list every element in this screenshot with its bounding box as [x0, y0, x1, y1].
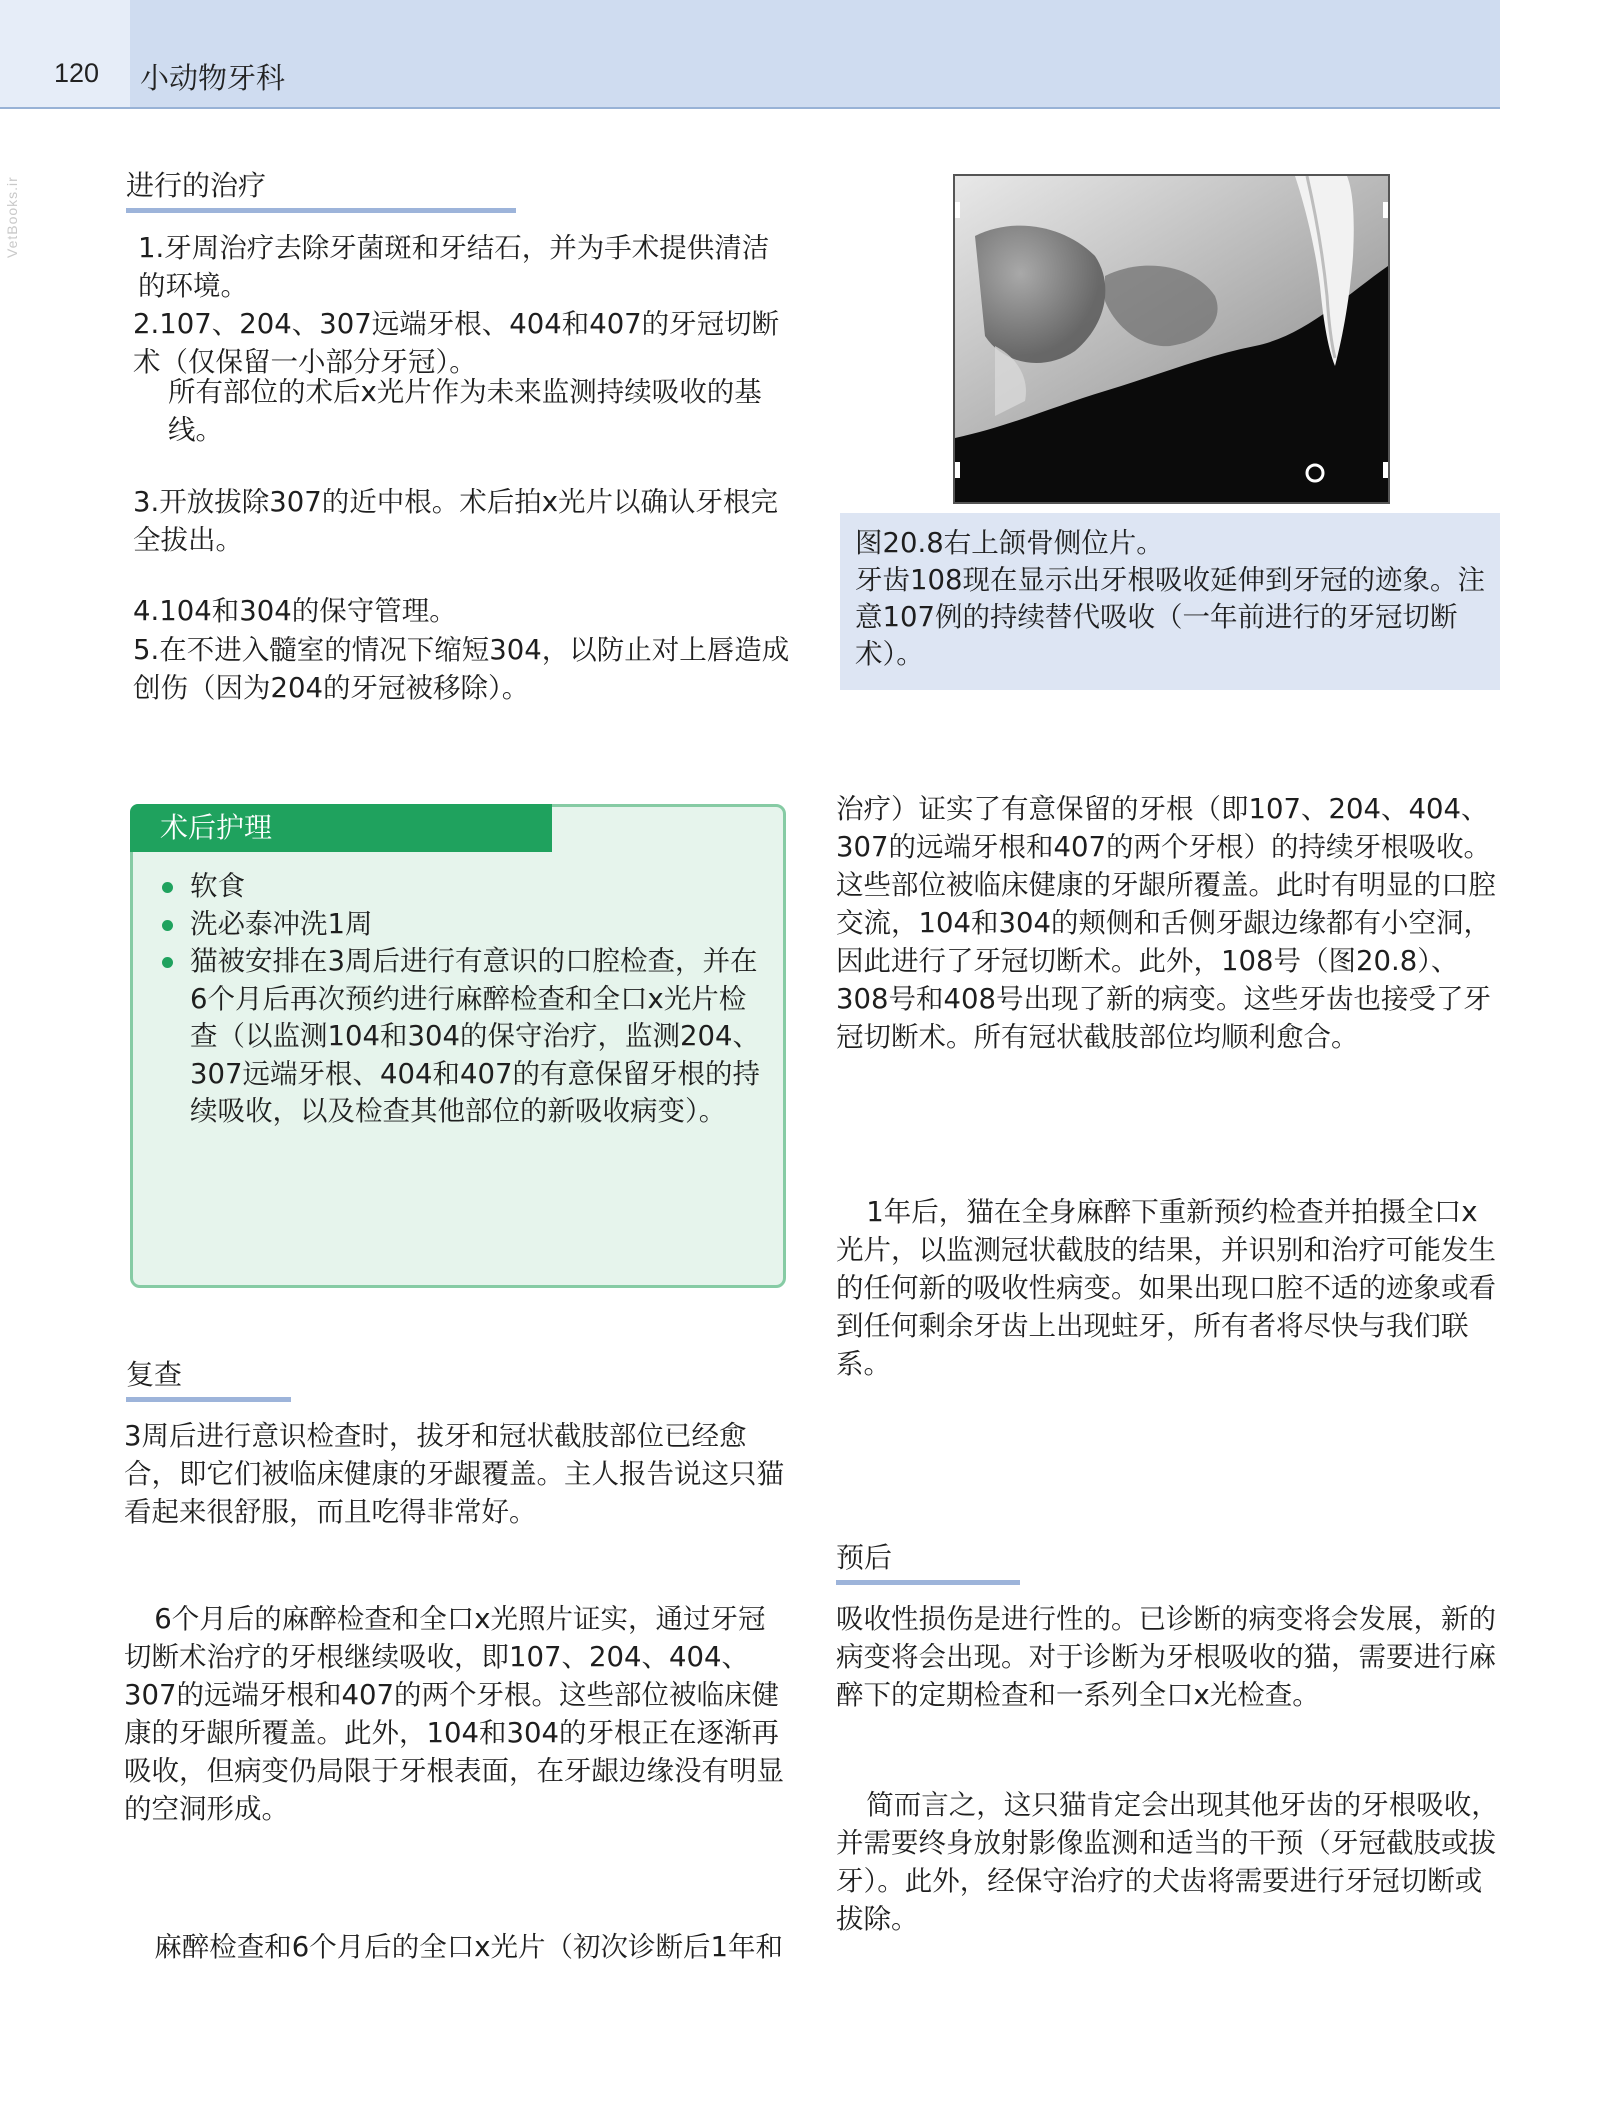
- treatment-item-1: 1.牙周治疗去除牙菌斑和牙结石，并为手术提供清洁的环境。: [138, 232, 770, 302]
- aftercare-item: 洗必泰冲洗1周: [160, 906, 760, 944]
- prognosis-paragraph-1: 吸收性损伤是进行性的。已诊断的病变将会发展，新的病变将会出现。对于诊断为牙根吸收的猫，需要进行麻醉下的定期检查和一系列全口x光检查。: [836, 1603, 1496, 1711]
- page-number: 120: [54, 58, 100, 88]
- aftercare-title: 术后护理: [160, 811, 273, 844]
- bullet-icon: [162, 882, 173, 893]
- prognosis-paragraph-2: 简而言之，这只猫肯定会出现其他牙齿的牙根吸收，并需要终身放射影像监测和适当的干预（牙冠截肢或拔牙）。此外，经保守治疗的犬齿将需要进行牙冠切断或拔除。: [836, 1789, 1499, 1935]
- watermark: VetBooks.ir: [4, 176, 20, 258]
- figure-caption: [855, 525, 1485, 673]
- page-number-box: [0, 0, 130, 107]
- right-paragraph-1: 治疗）证实了有意保留的牙根（即107、204、404、307的远端牙根和407的两个牙根）的持续牙根吸收。这些部位被临床健康的牙龈所覆盖。此时有明显的口腔交流，104和304的颊侧和舌侧牙龈边缘都有小空洞，因此进行了牙冠切断术。此外，108号（图20.8）、308号和408号出现了新的病变。这些牙齿也接受了牙冠切断术。所有冠状截肢部位均顺利愈合。: [836, 793, 1496, 1053]
- figure-caption-title: 图20.8右上颌骨侧位片。: [855, 527, 1164, 559]
- treatment-item-2-note: 所有部位的术后x光片作为未来监测持续吸收的基线。: [168, 376, 762, 446]
- treatment-item-5: 5.在不进入髓室的情况下缩短304，以防止对上唇造成创伤（因为204的牙冠被移除）。: [133, 634, 790, 704]
- treatment-item-2: 2.107、204、307远端牙根、404和407的牙冠切断术（仅保留一小部分牙冠）。: [133, 308, 780, 378]
- treatment-heading: 进行的治疗: [126, 169, 267, 202]
- recheck-paragraph-1: 3周后进行意识检查时，拔牙和冠状截肢部位已经愈合，即它们被临床健康的牙龈覆盖。主人报告说这只猫看起来很舒服，而且吃得非常好。: [124, 1420, 784, 1528]
- bullet-icon: [162, 957, 173, 968]
- treatment-item-4: 4.104和304的保守管理。: [133, 595, 457, 627]
- treatment-heading-rule: [126, 208, 516, 213]
- xray-image: [953, 174, 1390, 504]
- prognosis-heading-rule: [836, 1580, 1020, 1585]
- aftercare-item: 软食: [160, 868, 760, 906]
- aftercare-list: [160, 868, 760, 1131]
- treatment-item-3: 3.开放拔除307的近中根。术后拍x光片以确认牙根完全拔出。: [133, 486, 778, 556]
- bullet-icon: [162, 920, 173, 931]
- figure-caption-body: 牙齿108现在显示出牙根吸收延伸到牙冠的迹象。注意107例的持续替代吸收（一年前进行的牙冠切断术）。: [855, 564, 1485, 670]
- recheck-heading-rule: [126, 1397, 291, 1402]
- aftercare-item: 猫被安排在3周后进行有意识的口腔检查，并在6个月后再次预约进行麻醉检查和全口x光片检查（以监测104和304的保守治疗，监测204、307远端牙根、404和407的有意保留牙根的持续吸收，以及检查其他部位的新吸收病变）。: [160, 943, 760, 1131]
- recheck-paragraph-3: 麻醉检查和6个月后的全口x光片（初次诊断后1年和: [154, 1931, 784, 1963]
- book-title: 小动物牙科: [140, 61, 286, 95]
- recheck-paragraph-2: 6个月后的麻醉检查和全口x光照片证实，通过牙冠切断术治疗的牙根继续吸收，即107、204、404、307的远端牙根和407的两个牙根。这些部位被临床健康的牙龈所覆盖。此外，104和304的牙根正在逐渐再吸收，但病变仍局限于牙根表面，在牙龈边缘没有明显的空洞形成。: [124, 1603, 784, 1825]
- recheck-heading: 复查: [126, 1358, 183, 1391]
- prognosis-heading: 预后: [836, 1541, 893, 1574]
- right-paragraph-2: 1年后，猫在全身麻醉下重新预约检查并拍摄全口x光片，以监测冠状截肢的结果，并识别和治疗可能发生的任何新的吸收性病变。如果出现口腔不适的迹象或看到任何剩余牙齿上出现蛀牙，所有者将尽快与我们联系。: [836, 1196, 1496, 1380]
